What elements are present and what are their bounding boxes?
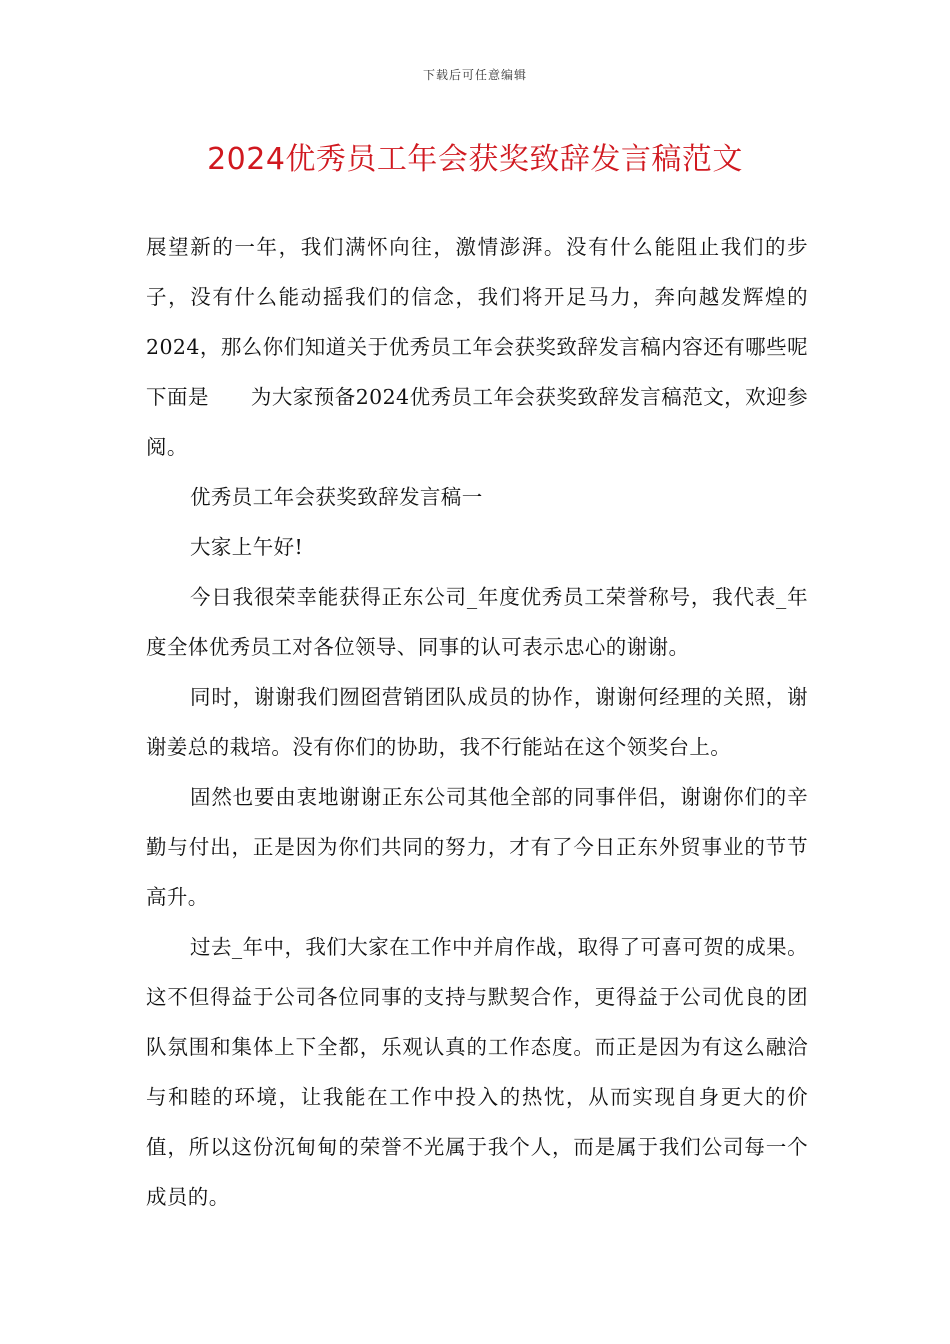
intro-paragraph: 展望新的一年，我们满怀向往，激情澎湃。没有什么能阻止我们的步子，没有什么能动摇我们的信念，我们将开足马力，奔向越发辉煌的2024，那么你们知道关于优秀员工年会获奖致辞发言稿内容还有哪些呢下面是 为大家预备2024优秀员工年会获奖致辞发言稿范文，欢迎参阅。 xyxy=(146,235,808,459)
body-paragraph: 今日我很荣幸能获得正东公司_年度优秀员工荣誉称号，我代表_年度全体优秀员工对各位领导、同事的认可表示忠心的谢谢。 xyxy=(146,585,808,659)
document-title: 2024优秀员工年会获奖致辞发言稿范文 xyxy=(207,142,743,177)
document-body xyxy=(146,222,808,1222)
section-heading: 优秀员工年会获奖致辞发言稿一 xyxy=(190,485,483,509)
body-paragraph: 同时，谢谢我们囫囵营销团队成员的协作，谢谢何经理的关照，谢谢姜总的栽培。没有你们的协助，我不行能站在这个领奖台上。 xyxy=(146,685,808,759)
greeting-paragraph: 大家上午好! xyxy=(190,535,304,559)
body-paragraph: 固然也要由衷地谢谢正东公司其他全部的同事伴侣，谢谢你们的辛勤与付出，正是因为你们共同的努力，才有了今日正东外贸事业的节节高升。 xyxy=(146,785,808,909)
download-note: 下载后可任意编辑 xyxy=(422,68,527,82)
body-paragraph: 过去_年中，我们大家在工作中并肩作战，取得了可喜可贺的成果。这不但得益于公司各位同事的支持与默契合作，更得益于公司优良的团队氛围和集体上下全都，乐观认真的工作态度。而正是因为有这么融洽与和睦的环境，让我能在工作中投入的热忱，从而实现自身更大的价值，所以这份沉甸甸的荣誉不光属于我个人，而是属于我们公司每一个成员的。 xyxy=(146,935,808,1209)
